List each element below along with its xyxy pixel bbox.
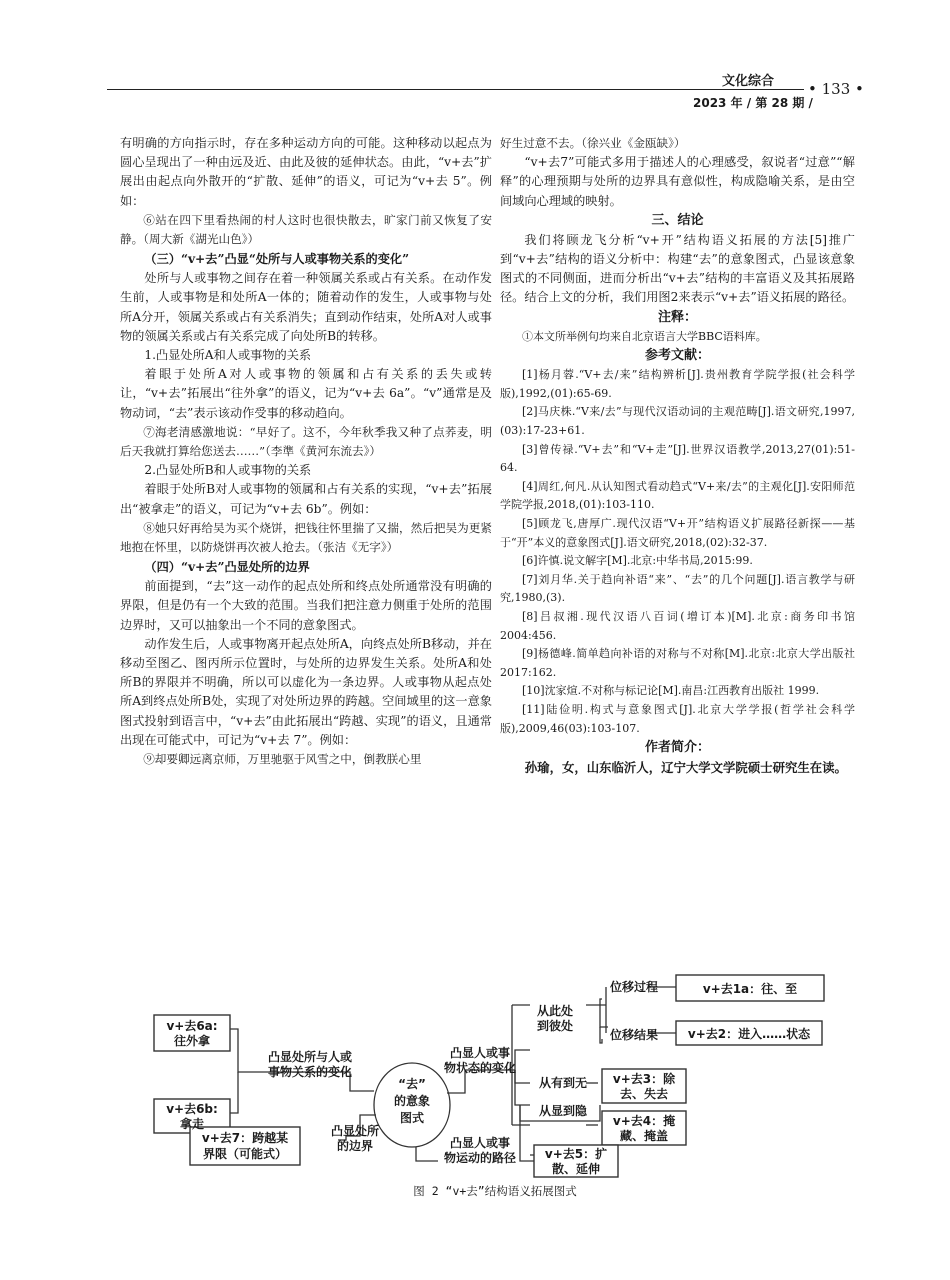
note-item: ①本文所举例句均来自北京语言大学BBC语料库。 [522, 329, 767, 343]
paragraph: 着眼于处所B对人或事物的领属和占有关系的实现，“v+去”拓展出“被拿走”的语义，可记为“v+去 6b”。例如： [120, 482, 492, 516]
reference-item: [3]曾传禄.“V+去”和“V+走”[J].世界汉语教学,2013,27(01):51-64. [500, 442, 855, 475]
connector [416, 1147, 438, 1161]
reference-item: [11]陆俭明.构式与意象图式[J].北京大学学报(哲学社会科学版),2009,46(03):103-107. [500, 702, 855, 735]
example-sentence-continued: 好生过意不去。（徐兴业《金瓯缺》） [500, 136, 686, 150]
box-text: 往外拿 [173, 1034, 211, 1048]
subsection-heading: 1.凸显处所A和人或事物的关系 [144, 348, 312, 363]
center-label: 的意象 [393, 1094, 431, 1108]
figure-caption: 图 2 “v+去”结构语义拓展图式 [413, 1184, 577, 1198]
box-text: 界限（可能式） [202, 1147, 288, 1161]
box-text: v+去2：进入……状态 [687, 1027, 811, 1041]
box-text: 拿走 [179, 1117, 205, 1131]
sub-branch-label: 到彼处 [536, 1019, 574, 1033]
reference-item: [10]沈家煊.不对称与标记论[M].南昌:江西教育出版社 1999. [522, 684, 820, 698]
reference-item: [5]顾龙飞,唐厚广.现代汉语“V+开”结构语义扩展路径新探——基于“开”本义的意象图式[J].语文研究,2018,(02):32-37. [500, 516, 855, 549]
connector [600, 999, 608, 1027]
branch-label: 物状态的变化 [443, 1061, 517, 1075]
box-text: 藏、掩盖 [619, 1129, 669, 1143]
connector [515, 1070, 530, 1083]
reference-item: [2]马庆株.“V来/去”与现代汉语动词的主观范畴[J].语文研究,1997,(03):17-23+61. [500, 405, 855, 437]
connector [230, 1072, 238, 1113]
box-text: v+去6a: [166, 1019, 218, 1033]
subsection-heading: 2.凸显处所B和人或事物的关系 [144, 463, 312, 478]
connector [515, 1070, 530, 1105]
paragraph: 着眼于处所A对人或事物的领属和占有关系的丢失或转让，“v+去”拓展出“往外拿”的语义，记为“v+去 6a”。“v”通常是及物动词，“去”表示该动作受事的移动趋向。 [120, 367, 492, 420]
author-heading: 作者简介： [644, 740, 710, 756]
leaf-label: 位移结果 [609, 1028, 659, 1042]
reference-item: [7]刘月华.关于趋向补语“来”、“去”的几个问题[J].语言教学与研究,1980,(3). [500, 572, 855, 605]
box-text: v+去6b: [166, 1102, 218, 1116]
example-sentence: ⑨却要卿远离京师，万里驰驱于风雪之中，倒教朕心里 [143, 752, 422, 767]
page-number: • 133 • [808, 80, 864, 98]
box-text: v+去3：除 [612, 1072, 676, 1086]
reference-item: [9]杨德峰.简单趋向补语的对称与不对称[M].北京:北京大学出版社 2017:162. [500, 647, 855, 679]
box-text: v+去4：掩 [612, 1114, 676, 1128]
right-column [500, 134, 855, 778]
journal-section-title: 文化综合 [722, 74, 775, 89]
branch-label: 凸显人或事 [449, 1046, 511, 1060]
branch-label: 的边界 [336, 1139, 374, 1153]
branch-label: 凸显处所与人或 [267, 1050, 353, 1064]
branch-label: 凸显处所 [330, 1124, 380, 1138]
reference-item: [1]杨月蓉.“V+去/来”结构辨析[J].贵州教育学院学报(社会科学版),1992,(01):65-69. [500, 368, 855, 400]
sub-branch-label: 从显到隐 [538, 1104, 588, 1118]
example-sentence: ⑥站在四下里看热闹的村人这时也很快散去，旷家门前又恢复了安静。（周大新《湖光山色》） [120, 212, 492, 247]
example-sentence: ⑦海老清感激地说：“早好了。这不，今年秋季我又种了点荞麦，明后天我就打算给您送去……”（李準《黄河东流去》） [120, 424, 492, 459]
references-heading: 参考文献： [644, 348, 710, 364]
section-heading: （三）“v+去”凸显“处所与人或事物关系的变化” [144, 252, 410, 267]
header-rule [107, 89, 804, 90]
paragraph: “v+去7”可能式多用于描述人的心理感受，叙说者“过意”“解释”的心理预期与处所的边界具有意似性，构成隐喻关系，是由空间域向心理域的映射。 [500, 155, 855, 208]
paragraph: 前面提到，“去”这一动作的起点处所和终点处所通常没有明确的界限，但是仍有一个大致的范围。当我们把注意力侧重于处所的范围边界时，又可以抽象出一个不同的意象图式。 [120, 579, 492, 632]
box-text: v+去7：跨越某 [201, 1131, 289, 1145]
issue-info: 2023 年 / 第 28 期 / [693, 96, 813, 110]
branch-label: 凸显人或事 [449, 1136, 511, 1150]
center-label: “去” [398, 1077, 426, 1091]
conclusion-heading: 三、结论 [651, 212, 704, 228]
leaf-label: 位移过程 [609, 980, 659, 994]
center-label: 图式 [399, 1111, 425, 1125]
reference-item: [8]吕叔湘.现代汉语八百词(增订本)[M].北京:商务印书馆 2004:456. [500, 609, 855, 642]
paragraph: 动作发生后，人或事物离开起点处所A，向终点处所B移动，并在移动至图乙、图丙所示位置时，与处所的边界发生关系。处所A和处所B的界限并不明确，所以可以虚化为一条边界。人或事物从起点处所A到终点处所B处，实现了对处所边界的跨越。空间域里的这一意象图式投射到语言中，“v+去”由此拓展出“跨越、实现”的语义，且通常出现在可能式中，可记为“v+去 7”。例如： [120, 636, 492, 747]
sub-branch-label: 从有到无 [538, 1076, 588, 1090]
box-text: v+去1a：往、至 [702, 982, 798, 996]
semantic-extension-diagram [150, 965, 840, 1180]
box-text: 去、失去 [619, 1087, 669, 1101]
notes-heading: 注释： [657, 309, 697, 325]
branch-label: 事物关系的变化 [267, 1065, 353, 1079]
paragraph: 我们将顾龙飞分析“v+开”结构语义拓展的方法[5]推广到“v+去”结构的语义分析中：构建“去”的意象图式，凸显该意象图式的不同侧面，进而分析出“v+去”结构的丰富语义及其拓展路径。结合上文的分析，我们用图2来表示“v+去”语义拓展的路径。 [500, 232, 855, 305]
branch-label: 物运动的路径 [443, 1151, 517, 1165]
reference-item: [4]周红,何凡.从认知图式看动趋式“V+来/去”的主观化[J].安阳师范学院学报,2018,(01):103-110. [500, 479, 855, 512]
box-text: 散、延伸 [551, 1162, 601, 1176]
reference-item: [6]许慎.说文解字[M].北京:中华书局,2015:99. [522, 554, 753, 568]
example-sentence: ⑧她只好再给吴为买个烧饼，把钱往怀里揣了又揣，然后把吴为更紧地抱在怀里，以防烧饼再次被人抢去。（张洁《无字》） [120, 520, 492, 555]
sub-branch-label: 从此处 [536, 1004, 574, 1018]
author-bio: 孙瑜，女，山东临沂人，辽宁大学文学院硕士研究生在读。 [524, 760, 847, 776]
paragraph: 处所与人或事物之间存在着一种领属关系或占有关系。在动作发生前，人或事物是和处所A一体的；随着动作的发生，人或事物与处所A分开，领属关系或占有关系消失；直到动作结束，处所A对人或事物的领属关系或占有关系完成了向处所B的转移。 [120, 271, 492, 343]
section-heading: （四）“v+去”凸显处所的边界 [144, 560, 310, 575]
box-text: v+去5：扩 [544, 1147, 608, 1161]
paragraph: 有明确的方向指示时，存在多种运动方向的可能。这种移动以起点为圆心呈现出了一种由远及近、由此及彼的延伸状态。由此，“v+去”扩展出由起点向外散开的“扩散、延伸”的语义，可记为“v+去 5”。例如： [120, 136, 492, 208]
connector [600, 1027, 602, 1043]
left-column [120, 134, 492, 769]
